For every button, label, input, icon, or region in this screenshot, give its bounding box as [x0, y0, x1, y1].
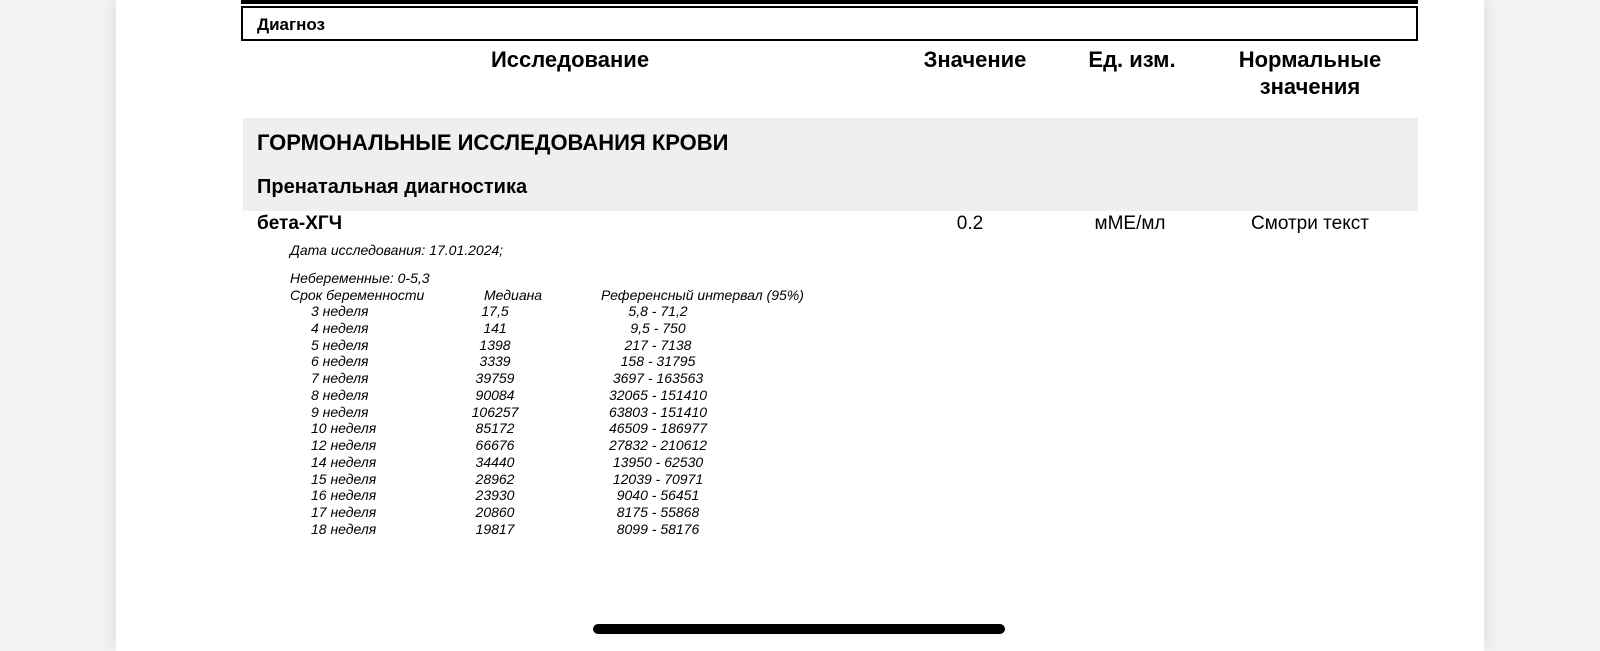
table-row [0, 303, 1600, 320]
table-row [0, 454, 1600, 471]
ref-row-median: 106257 [471, 403, 519, 420]
home-indicator[interactable] [593, 624, 1005, 634]
ref-header-interval: Референсный интервал (95%) [601, 287, 804, 303]
ref-row-median: 90084 [475, 386, 515, 403]
table-row [0, 353, 1600, 370]
ref-header-term: Срок беременности [290, 287, 425, 303]
section-title: ГОРМОНАЛЬНЫЕ ИССЛЕДОВАНИЯ КРОВИ [257, 130, 729, 155]
ref-row-median: 3339 [479, 353, 511, 370]
ref-row-median: 39759 [475, 370, 515, 386]
ref-row-term: 12 неделя [311, 437, 377, 453]
ref-header-median: Медиана [484, 287, 543, 303]
ref-row-interval: 5,8 - 71,2 [628, 303, 688, 319]
ref-row-interval: 12039 - 70971 [612, 470, 704, 487]
column-header-normal-line1: Нормальные [1238, 47, 1382, 72]
ref-row-median: 1398 [479, 336, 511, 353]
test-name: бета-ХГЧ [257, 213, 343, 234]
ref-row-term: 15 неделя [311, 470, 377, 487]
ref-row-interval: 9,5 - 750 [630, 319, 686, 336]
subsection-title: Пренатальная диагностика [257, 176, 528, 198]
table-row [0, 370, 1600, 387]
column-header-study: Исследование [490, 47, 650, 72]
table-row [0, 420, 1600, 437]
ref-row-term: 8 неделя [311, 386, 369, 403]
ref-row-interval: 13950 - 62530 [612, 453, 704, 470]
table-row [0, 337, 1600, 354]
ref-row-term: 17 неделя [311, 504, 377, 520]
column-header-normal-line2: значения [1259, 74, 1361, 99]
table-row [0, 320, 1600, 337]
table-row [0, 504, 1600, 521]
test-value: 0.2 [956, 213, 984, 234]
ref-row-interval: 158 - 31795 [620, 353, 696, 370]
table-row [0, 404, 1600, 421]
ref-row-median: 141 [483, 319, 507, 336]
column-header-value: Значение [923, 47, 1027, 72]
ref-row-term: 7 неделя [311, 370, 369, 386]
column-header-units: Ед. изм. [1088, 47, 1176, 72]
ref-row-term: 6 неделя [311, 353, 369, 370]
diagnosis-label: Диагноз [257, 15, 325, 34]
ref-row-interval: 46509 - 186977 [608, 420, 708, 437]
ref-row-interval: 9040 - 56451 [616, 487, 700, 504]
ref-row-term: 14 неделя [311, 453, 377, 470]
table-row [0, 487, 1600, 504]
ref-row-median: 28962 [475, 470, 515, 487]
ref-row-term: 4 неделя [311, 319, 369, 336]
table-row [0, 471, 1600, 488]
ref-row-term: 10 неделя [311, 420, 377, 437]
ref-row-term: 5 неделя [311, 336, 369, 353]
ref-row-term: 18 неделя [311, 520, 377, 537]
ref-row-median: 17,5 [481, 303, 509, 319]
column-header-normal-values [1225, 46, 1395, 100]
reference-table [0, 303, 1600, 538]
ref-row-interval: 8175 - 55868 [616, 504, 700, 520]
table-row [0, 437, 1600, 454]
top-border-rule [241, 0, 1418, 4]
ref-row-median: 66676 [475, 437, 515, 453]
ref-row-term: 16 неделя [311, 487, 377, 504]
ref-row-median: 23930 [475, 487, 515, 504]
non-pregnant-reference: Небеременные: 0-5,3 [290, 270, 430, 286]
study-date: Дата исследования: 17.01.2024; [290, 242, 504, 258]
ref-row-interval: 32065 - 151410 [608, 386, 708, 403]
table-row [0, 387, 1600, 404]
ref-row-median: 34440 [475, 453, 515, 470]
ref-row-interval: 217 - 7138 [624, 336, 692, 353]
ref-row-interval: 63803 - 151410 [608, 403, 708, 420]
test-units: мМЕ/мл [1094, 213, 1166, 234]
diagnosis-box [241, 6, 1418, 41]
table-row [0, 521, 1600, 538]
ref-row-interval: 3697 - 163563 [612, 370, 704, 386]
test-normal-values: Смотри текст [1251, 213, 1369, 234]
ref-row-term: 3 неделя [311, 303, 369, 319]
ref-row-median: 20860 [475, 504, 515, 520]
ref-row-median: 19817 [475, 520, 515, 537]
ref-row-median: 85172 [475, 420, 515, 437]
ref-row-term: 9 неделя [311, 403, 369, 420]
ref-row-interval: 27832 - 210612 [608, 437, 708, 453]
ref-row-interval: 8099 - 58176 [616, 520, 700, 537]
